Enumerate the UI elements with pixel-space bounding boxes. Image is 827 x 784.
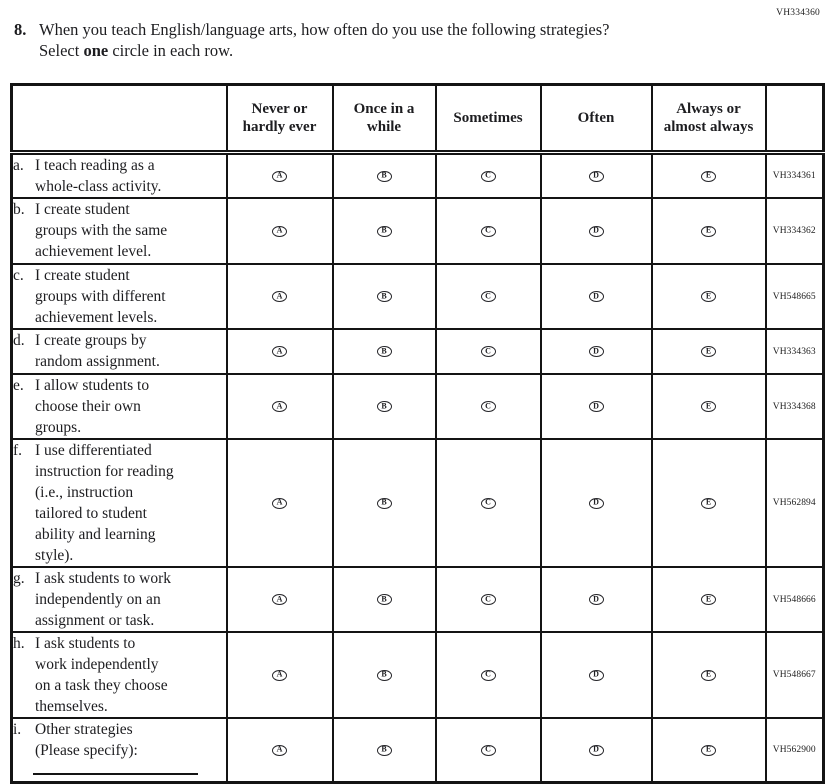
table-row xyxy=(12,439,824,567)
option-circle-a[interactable]: A xyxy=(272,401,287,412)
option-cell xyxy=(333,153,436,199)
row-code: VH548665 xyxy=(766,264,824,329)
row-label-cell xyxy=(12,153,227,199)
row-code: VH334361 xyxy=(766,153,824,199)
option-circle-c[interactable]: C xyxy=(481,498,496,509)
row-letter: c. xyxy=(13,267,24,284)
option-circle-a[interactable]: A xyxy=(272,346,287,357)
row-code: VH334368 xyxy=(766,374,824,439)
option-cell xyxy=(333,329,436,374)
option-cell xyxy=(652,264,766,329)
row-label: I allow students to choose their own groups. xyxy=(35,377,150,436)
option-circle-b[interactable]: B xyxy=(377,171,392,182)
option-cell xyxy=(652,632,766,718)
table-row xyxy=(12,153,824,199)
row-code: VH548667 xyxy=(766,632,824,718)
option-cell xyxy=(652,439,766,567)
header-row xyxy=(12,85,824,153)
column-header-never: Never or hardly ever xyxy=(227,85,333,153)
column-header-sometimes: Sometimes xyxy=(436,85,541,153)
option-circle-e[interactable]: E xyxy=(701,498,716,509)
row-code: VH334362 xyxy=(766,198,824,264)
option-cell xyxy=(652,198,766,264)
row-label: I create student groups with the same achievement level. xyxy=(35,201,168,260)
option-circle-d[interactable]: D xyxy=(589,171,604,182)
option-cell xyxy=(227,374,333,439)
row-label-cell xyxy=(12,718,227,782)
option-circle-c[interactable]: C xyxy=(481,346,496,357)
option-circle-a[interactable]: A xyxy=(272,498,287,509)
row-code: VH548666 xyxy=(766,567,824,632)
option-cell xyxy=(541,153,652,199)
option-cell xyxy=(227,153,333,199)
option-circle-e[interactable]: E xyxy=(701,291,716,302)
option-cell xyxy=(227,329,333,374)
option-circle-c[interactable]: C xyxy=(481,226,496,237)
option-cell xyxy=(333,264,436,329)
option-cell xyxy=(541,567,652,632)
option-cell xyxy=(436,329,541,374)
table-row xyxy=(12,329,824,374)
row-letter: a. xyxy=(13,157,24,174)
option-cell xyxy=(541,632,652,718)
option-circle-b[interactable]: B xyxy=(377,594,392,605)
option-cell xyxy=(652,718,766,782)
option-cell xyxy=(227,718,333,782)
option-cell xyxy=(436,567,541,632)
row-letter: e. xyxy=(13,377,24,394)
option-circle-a[interactable]: A xyxy=(272,745,287,756)
option-cell xyxy=(652,153,766,199)
option-circle-d[interactable]: D xyxy=(589,498,604,509)
option-circle-a[interactable]: A xyxy=(272,291,287,302)
row-letter: b. xyxy=(13,201,25,218)
option-cell xyxy=(652,374,766,439)
option-cell xyxy=(541,374,652,439)
option-cell xyxy=(227,439,333,567)
option-cell xyxy=(227,632,333,718)
row-code: VH334363 xyxy=(766,329,824,374)
column-header-always: Always or almost always xyxy=(652,85,766,153)
column-header-often: Often xyxy=(541,85,652,153)
table-row xyxy=(12,567,824,632)
option-cell xyxy=(541,198,652,264)
option-cell xyxy=(652,567,766,632)
question-block xyxy=(14,19,774,61)
option-circle-d[interactable]: D xyxy=(589,346,604,357)
option-circle-d[interactable]: D xyxy=(589,226,604,237)
option-circle-e[interactable]: E xyxy=(701,594,716,605)
option-cell xyxy=(541,264,652,329)
option-cell xyxy=(541,718,652,782)
option-circle-c[interactable]: C xyxy=(481,401,496,412)
option-cell xyxy=(436,264,541,329)
option-cell xyxy=(436,198,541,264)
row-code: VH562894 xyxy=(766,439,824,567)
page-code: VH334360 xyxy=(776,8,820,18)
option-circle-c[interactable]: C xyxy=(481,594,496,605)
option-circle-d[interactable]: D xyxy=(589,291,604,302)
row-letter: h. xyxy=(13,635,25,652)
row-label: I use differentiated instruction for reading (i.e., instruction tailored to student ability and learning style). xyxy=(35,442,174,564)
option-circle-e[interactable]: E xyxy=(701,226,716,237)
row-label-cell xyxy=(12,329,227,374)
strategies-table xyxy=(10,83,825,784)
row-code: VH562900 xyxy=(766,718,824,782)
option-circle-c[interactable]: C xyxy=(481,171,496,182)
option-circle-e[interactable]: E xyxy=(701,670,716,681)
option-cell xyxy=(541,439,652,567)
option-cell xyxy=(541,329,652,374)
option-circle-d[interactable]: D xyxy=(589,401,604,412)
write-in-line[interactable] xyxy=(33,773,198,775)
option-cell xyxy=(333,374,436,439)
row-label-cell xyxy=(12,439,227,567)
table-body xyxy=(12,153,824,783)
option-circle-a[interactable]: A xyxy=(272,171,287,182)
option-cell xyxy=(436,374,541,439)
row-letter: i. xyxy=(13,721,22,738)
option-circle-a[interactable]: A xyxy=(272,670,287,681)
row-label: Other strategies (Please specify): xyxy=(35,721,138,759)
option-circle-b[interactable]: B xyxy=(377,401,392,412)
option-circle-b[interactable]: B xyxy=(377,670,392,681)
option-circle-e[interactable]: E xyxy=(701,346,716,357)
option-circle-c[interactable]: C xyxy=(481,745,496,756)
header-code-cell xyxy=(766,85,824,153)
option-circle-c[interactable]: C xyxy=(481,291,496,302)
option-circle-d[interactable]: D xyxy=(589,745,604,756)
row-letter: g. xyxy=(13,570,25,587)
question-text: When you teach English/language arts, how often do you use the following strategies? xyxy=(39,20,610,39)
option-circle-b[interactable]: B xyxy=(377,498,392,509)
option-circle-e[interactable]: E xyxy=(701,171,716,182)
column-header-once: Once in a while xyxy=(333,85,436,153)
option-cell xyxy=(436,718,541,782)
row-letter: d. xyxy=(13,332,25,349)
option-circle-e[interactable]: E xyxy=(701,745,716,756)
option-circle-b[interactable]: B xyxy=(377,226,392,237)
row-letter: f. xyxy=(13,442,23,459)
table-row xyxy=(12,264,824,329)
row-label-cell xyxy=(12,264,227,329)
option-circle-e[interactable]: E xyxy=(701,401,716,412)
option-cell xyxy=(333,567,436,632)
option-circle-b[interactable]: B xyxy=(377,291,392,302)
row-label: I teach reading as a whole-class activity. xyxy=(35,157,162,195)
option-circle-d[interactable]: D xyxy=(589,594,604,605)
option-circle-b[interactable]: B xyxy=(377,745,392,756)
row-label-cell xyxy=(12,198,227,264)
option-cell xyxy=(227,198,333,264)
option-cell xyxy=(436,439,541,567)
option-circle-c[interactable]: C xyxy=(481,670,496,681)
row-label-cell xyxy=(12,374,227,439)
option-circle-b[interactable]: B xyxy=(377,346,392,357)
row-label: I ask students to work independently on a task they choose themselves. xyxy=(35,635,168,715)
table-row xyxy=(12,374,824,439)
option-circle-d[interactable]: D xyxy=(589,670,604,681)
row-label: I create student groups with different achievement levels. xyxy=(35,267,166,326)
question-number: 8. xyxy=(14,20,27,39)
option-cell xyxy=(436,632,541,718)
row-label-cell xyxy=(12,567,227,632)
table-row xyxy=(12,198,824,264)
option-cell xyxy=(436,153,541,199)
option-cell xyxy=(227,567,333,632)
option-cell xyxy=(333,718,436,782)
option-circle-a[interactable]: A xyxy=(272,594,287,605)
question-instruction: Select one circle in each row. xyxy=(39,41,234,60)
option-cell xyxy=(333,632,436,718)
header-empty-cell xyxy=(12,85,227,153)
row-label: I create groups by random assignment. xyxy=(35,332,160,370)
option-cell xyxy=(333,439,436,567)
option-cell xyxy=(227,264,333,329)
table-row xyxy=(12,718,824,782)
option-cell xyxy=(333,198,436,264)
row-label: I ask students to work independently on an assignment or task. xyxy=(35,570,172,629)
option-circle-a[interactable]: A xyxy=(272,226,287,237)
table-row xyxy=(12,632,824,718)
option-cell xyxy=(652,329,766,374)
row-label-cell xyxy=(12,632,227,718)
